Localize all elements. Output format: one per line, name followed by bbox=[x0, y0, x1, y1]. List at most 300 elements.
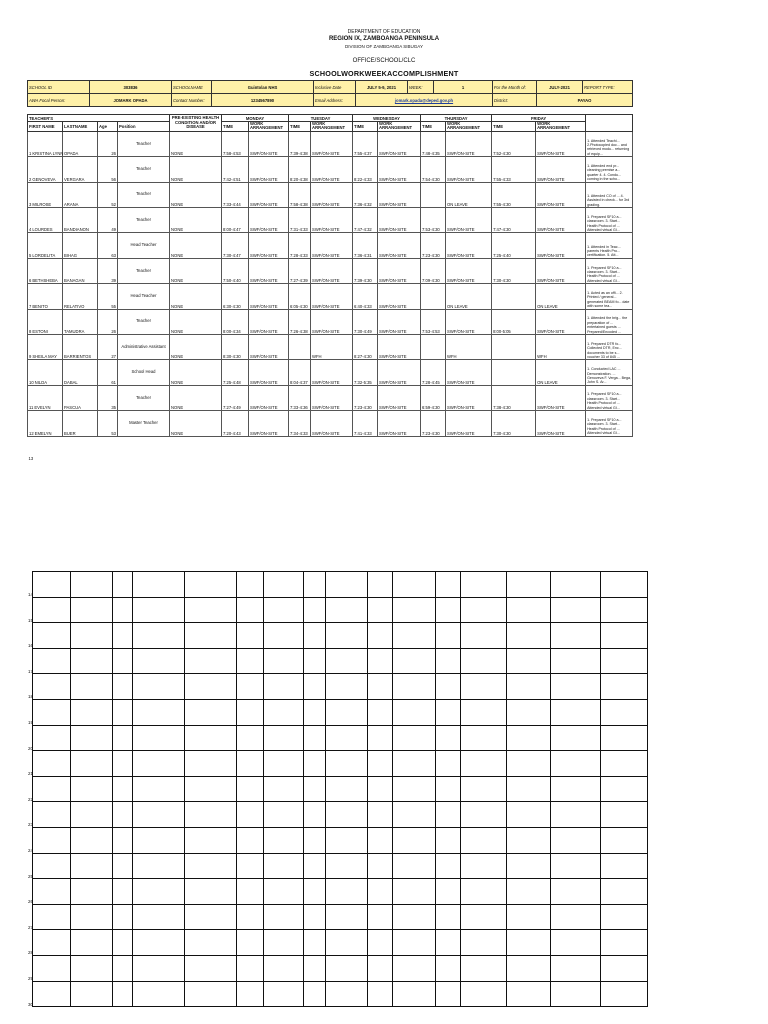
friday-time-cell[interactable]: 7:55-4:33 bbox=[492, 157, 536, 182]
health-cell[interactable]: NONE bbox=[170, 258, 222, 283]
blank-cell[interactable] bbox=[392, 802, 435, 828]
blank-cell[interactable] bbox=[435, 904, 460, 930]
blank-cell[interactable] bbox=[303, 955, 325, 981]
blank-cell[interactable] bbox=[460, 879, 506, 905]
health-cell[interactable]: NONE bbox=[170, 233, 222, 258]
friday-work-cell[interactable]: SWF/ON-SITE bbox=[536, 309, 586, 334]
monday-time-cell[interactable]: 7:25-4:48 bbox=[222, 360, 249, 385]
blank-cell[interactable] bbox=[325, 955, 367, 981]
blank-cell[interactable] bbox=[184, 751, 236, 777]
blank-cell[interactable] bbox=[506, 955, 550, 981]
blank-cell[interactable] bbox=[392, 930, 435, 956]
blank-cell[interactable] bbox=[263, 572, 303, 598]
blank-cell[interactable] bbox=[70, 648, 112, 674]
health-cell[interactable]: NONE bbox=[170, 385, 222, 410]
blank-cell[interactable] bbox=[112, 904, 132, 930]
wednesday-work-cell[interactable]: SWF/ON-SITE bbox=[378, 157, 421, 182]
blank-cell[interactable] bbox=[550, 699, 600, 725]
wednesday-time-cell[interactable]: 7:39-4:30 bbox=[353, 258, 378, 283]
blank-cell[interactable] bbox=[132, 648, 184, 674]
remarks-cell[interactable]: 1. Prepared SF10 a... classroom. 3. Start... Health Protocol of ... Attended virtual GI... bbox=[586, 207, 633, 232]
blank-cell[interactable] bbox=[236, 751, 263, 777]
friday-work-cell[interactable]: ON LEAVE bbox=[536, 360, 586, 385]
blank-cell[interactable] bbox=[184, 623, 236, 649]
blank-cell[interactable] bbox=[132, 751, 184, 777]
blank-cell[interactable] bbox=[435, 699, 460, 725]
blank-cell[interactable] bbox=[263, 597, 303, 623]
position-cell[interactable]: Teacher bbox=[118, 309, 170, 334]
monday-work-cell[interactable]: SWF/ON-SITE bbox=[249, 385, 289, 410]
blank-cell[interactable] bbox=[112, 853, 132, 879]
district-value[interactable]: PAYAO bbox=[537, 94, 633, 107]
first-name-cell[interactable] bbox=[28, 233, 63, 258]
blank-cell[interactable] bbox=[236, 879, 263, 905]
friday-work-cell[interactable]: WFH bbox=[536, 334, 586, 359]
blank-cell[interactable] bbox=[184, 572, 236, 598]
blank-cell[interactable] bbox=[263, 930, 303, 956]
friday-work-cell[interactable]: SWF/ON-SITE bbox=[536, 131, 586, 156]
blank-cell[interactable] bbox=[506, 930, 550, 956]
blank-cell[interactable] bbox=[325, 674, 367, 700]
last-name-cell[interactable]: ARANA bbox=[63, 182, 98, 207]
blank-cell[interactable] bbox=[32, 827, 70, 853]
blank-cell[interactable] bbox=[460, 930, 506, 956]
blank-cell[interactable] bbox=[367, 648, 392, 674]
monday-work-cell[interactable]: SWF/ON-SITE bbox=[249, 233, 289, 258]
position-cell[interactable]: Teacher bbox=[118, 207, 170, 232]
blank-cell[interactable] bbox=[263, 699, 303, 725]
wednesday-time-cell[interactable]: 7:32-5:35 bbox=[353, 360, 378, 385]
blank-cell[interactable] bbox=[236, 648, 263, 674]
tuesday-time-cell[interactable]: 7:34-4:33 bbox=[289, 411, 311, 436]
blank-cell[interactable] bbox=[32, 725, 70, 751]
blank-cell[interactable] bbox=[32, 648, 70, 674]
blank-cell[interactable] bbox=[303, 981, 325, 1007]
blank-cell[interactable] bbox=[32, 930, 70, 956]
remarks-cell[interactable]: 1. Conducted LAC ... Demonstration. ... Genoveva F. Verga... Bega, John S. Ar... bbox=[586, 360, 633, 385]
remarks-cell[interactable]: 1. Prepared SF10 a... classroom. 3. Start... Health Protocol of ... Attended virtual GI... bbox=[586, 258, 633, 283]
blank-cell[interactable] bbox=[600, 674, 647, 700]
health-cell[interactable]: NONE bbox=[170, 334, 222, 359]
friday-time-cell[interactable]: 7:38-4:30 bbox=[492, 385, 536, 410]
tuesday-work-cell[interactable]: SWF/ON-SITE bbox=[311, 360, 353, 385]
blank-cell[interactable] bbox=[70, 981, 112, 1007]
blank-cell[interactable] bbox=[550, 930, 600, 956]
blank-cell[interactable] bbox=[236, 674, 263, 700]
blank-cell[interactable] bbox=[303, 674, 325, 700]
health-cell[interactable]: NONE bbox=[170, 309, 222, 334]
blank-cell[interactable] bbox=[392, 879, 435, 905]
blank-cell[interactable] bbox=[460, 853, 506, 879]
blank-cell[interactable] bbox=[600, 879, 647, 905]
wednesday-work-cell[interactable]: SWF/ON-SITE bbox=[378, 385, 421, 410]
blank-cell[interactable] bbox=[112, 981, 132, 1007]
position-cell[interactable]: Head Teacher bbox=[118, 284, 170, 309]
friday-work-cell[interactable]: SWF/ON-SITE bbox=[536, 411, 586, 436]
last-name-cell[interactable]: RELATIVO bbox=[63, 284, 98, 309]
blank-cell[interactable] bbox=[32, 572, 70, 598]
blank-cell[interactable] bbox=[70, 623, 112, 649]
thursday-time-cell[interactable]: 6:59-4:30 bbox=[421, 385, 446, 410]
blank-cell[interactable] bbox=[263, 879, 303, 905]
last-name-cell[interactable]: OPADA bbox=[63, 131, 98, 156]
blank-cell[interactable] bbox=[236, 802, 263, 828]
blank-cell[interactable] bbox=[392, 725, 435, 751]
blank-cell[interactable] bbox=[263, 725, 303, 751]
thursday-time-cell[interactable]: 7:48-4:35 bbox=[421, 131, 446, 156]
thursday-work-cell[interactable]: ON LEAVE bbox=[446, 182, 492, 207]
blank-cell[interactable] bbox=[184, 827, 236, 853]
blank-cell[interactable] bbox=[325, 981, 367, 1007]
blank-cell[interactable] bbox=[112, 879, 132, 905]
blank-cell[interactable] bbox=[112, 597, 132, 623]
blank-cell[interactable] bbox=[70, 674, 112, 700]
blank-cell[interactable] bbox=[460, 981, 506, 1007]
thursday-work-cell[interactable]: SWF/ON-SITE bbox=[446, 207, 492, 232]
thursday-work-cell[interactable]: SWF/ON-SITE bbox=[446, 411, 492, 436]
blank-cell[interactable] bbox=[132, 725, 184, 751]
blank-cell[interactable] bbox=[392, 572, 435, 598]
blank-cell[interactable] bbox=[367, 572, 392, 598]
wednesday-time-cell[interactable]: 7:41-4:33 bbox=[353, 411, 378, 436]
blank-cell[interactable] bbox=[263, 904, 303, 930]
blank-cell[interactable] bbox=[236, 827, 263, 853]
age-cell[interactable]: 26 bbox=[98, 309, 118, 334]
monday-time-cell[interactable]: 7:58-4:53 bbox=[222, 131, 249, 156]
blank-cell[interactable] bbox=[132, 827, 184, 853]
blank-cell[interactable] bbox=[303, 699, 325, 725]
email-value[interactable]: jomark.opada@deped.gov.ph bbox=[356, 94, 493, 107]
blank-cell[interactable] bbox=[550, 981, 600, 1007]
blank-cell[interactable] bbox=[600, 776, 647, 802]
last-name-cell[interactable]: DABAL bbox=[63, 360, 98, 385]
first-name-cell[interactable] bbox=[28, 360, 63, 385]
blank-cell[interactable] bbox=[325, 648, 367, 674]
remarks-cell[interactable]: 1. Attended CO of ... 4. Assisted in check... for 3rd grading. bbox=[586, 182, 633, 207]
thursday-time-cell[interactable] bbox=[421, 334, 446, 359]
blank-cell[interactable] bbox=[112, 572, 132, 598]
blank-cell[interactable] bbox=[367, 802, 392, 828]
blank-cell[interactable] bbox=[600, 572, 647, 598]
blank-cell[interactable] bbox=[263, 853, 303, 879]
blank-cell[interactable] bbox=[600, 751, 647, 777]
thursday-work-cell[interactable]: SWF/ON-SITE bbox=[446, 385, 492, 410]
blank-cell[interactable] bbox=[112, 776, 132, 802]
month-value[interactable]: JULY-2021 bbox=[537, 81, 583, 94]
blank-cell[interactable] bbox=[70, 725, 112, 751]
blank-cell[interactable] bbox=[435, 853, 460, 879]
blank-cell[interactable] bbox=[303, 930, 325, 956]
wednesday-work-cell[interactable]: SWF/ON-SITE bbox=[378, 258, 421, 283]
blank-cell[interactable] bbox=[303, 776, 325, 802]
blank-cell[interactable] bbox=[303, 572, 325, 598]
blank-cell[interactable] bbox=[600, 725, 647, 751]
blank-cell[interactable] bbox=[184, 802, 236, 828]
age-cell[interactable]: 61 bbox=[98, 360, 118, 385]
last-name-cell[interactable]: BANDIANON bbox=[63, 207, 98, 232]
blank-cell[interactable] bbox=[263, 648, 303, 674]
blank-cell[interactable] bbox=[506, 853, 550, 879]
monday-time-cell[interactable]: 7:50-4:40 bbox=[222, 258, 249, 283]
first-name-cell[interactable] bbox=[28, 258, 63, 283]
blank-cell[interactable] bbox=[112, 699, 132, 725]
blank-cell[interactable] bbox=[435, 623, 460, 649]
tuesday-time-cell[interactable]: 8:04-4:37 bbox=[289, 360, 311, 385]
blank-cell[interactable] bbox=[263, 776, 303, 802]
blank-cell[interactable] bbox=[550, 674, 600, 700]
health-cell[interactable]: NONE bbox=[170, 360, 222, 385]
wednesday-time-cell[interactable]: 8:22-4:33 bbox=[353, 157, 378, 182]
thursday-work-cell[interactable]: SWF/ON-SITE bbox=[446, 157, 492, 182]
blank-cell[interactable] bbox=[367, 725, 392, 751]
thursday-work-cell[interactable]: WFH bbox=[446, 334, 492, 359]
age-cell[interactable]: 56 bbox=[98, 157, 118, 182]
blank-cell[interactable] bbox=[550, 623, 600, 649]
blank-cell[interactable] bbox=[325, 802, 367, 828]
tuesday-work-cell[interactable]: WFH bbox=[311, 334, 353, 359]
wednesday-time-cell[interactable]: 6:40-4:33 bbox=[353, 284, 378, 309]
blank-cell[interactable] bbox=[550, 904, 600, 930]
school-name-value[interactable]: Guintolan NHS bbox=[212, 81, 314, 94]
blank-cell[interactable] bbox=[435, 955, 460, 981]
blank-cell[interactable] bbox=[32, 853, 70, 879]
first-name-cell[interactable] bbox=[28, 411, 63, 436]
blank-cell[interactable] bbox=[367, 623, 392, 649]
wednesday-work-cell[interactable]: SWF/ON-SITE bbox=[378, 360, 421, 385]
blank-cell[interactable] bbox=[132, 955, 184, 981]
tuesday-time-cell[interactable]: 7:28-4:33 bbox=[289, 233, 311, 258]
blank-cell[interactable] bbox=[303, 623, 325, 649]
blank-cell[interactable] bbox=[367, 981, 392, 1007]
blank-cell[interactable] bbox=[435, 751, 460, 777]
wednesday-work-cell[interactable]: SWF/ON-SITE bbox=[378, 182, 421, 207]
blank-cell[interactable] bbox=[32, 879, 70, 905]
blank-cell[interactable] bbox=[184, 648, 236, 674]
blank-cell[interactable] bbox=[32, 776, 70, 802]
health-cell[interactable]: NONE bbox=[170, 411, 222, 436]
blank-cell[interactable] bbox=[70, 699, 112, 725]
thursday-work-cell[interactable]: SWF/ON-SITE bbox=[446, 360, 492, 385]
blank-cell[interactable] bbox=[392, 853, 435, 879]
blank-cell[interactable] bbox=[303, 648, 325, 674]
blank-cell[interactable] bbox=[112, 648, 132, 674]
friday-time-cell[interactable]: 7:47-4:30 bbox=[492, 207, 536, 232]
friday-time-cell[interactable] bbox=[492, 334, 536, 359]
blank-cell[interactable] bbox=[236, 776, 263, 802]
blank-cell[interactable] bbox=[236, 725, 263, 751]
blank-cell[interactable] bbox=[325, 853, 367, 879]
age-cell[interactable]: 53 bbox=[98, 411, 118, 436]
blank-cell[interactable] bbox=[184, 699, 236, 725]
blank-cell[interactable] bbox=[325, 879, 367, 905]
blank-cell[interactable] bbox=[236, 904, 263, 930]
last-name-cell[interactable]: BANAGAN bbox=[63, 258, 98, 283]
position-cell[interactable]: Administrative Assistant bbox=[118, 334, 170, 359]
blank-cell[interactable] bbox=[367, 674, 392, 700]
blank-cell[interactable] bbox=[460, 648, 506, 674]
blank-cell[interactable] bbox=[506, 597, 550, 623]
blank-cell[interactable] bbox=[550, 751, 600, 777]
friday-time-cell[interactable] bbox=[492, 360, 536, 385]
blank-cell[interactable] bbox=[263, 981, 303, 1007]
thursday-time-cell[interactable] bbox=[421, 284, 446, 309]
blank-cell[interactable] bbox=[506, 904, 550, 930]
blank-cell[interactable] bbox=[600, 623, 647, 649]
blank-cell[interactable] bbox=[70, 597, 112, 623]
blank-cell[interactable] bbox=[600, 955, 647, 981]
blank-cell[interactable] bbox=[325, 597, 367, 623]
monday-time-cell[interactable]: 7:20-4:43 bbox=[222, 411, 249, 436]
blank-cell[interactable] bbox=[325, 827, 367, 853]
inclusive-date-value[interactable]: JULY 5-9, 2021 bbox=[356, 81, 408, 94]
blank-cell[interactable] bbox=[550, 827, 600, 853]
position-cell[interactable]: Teacher bbox=[118, 157, 170, 182]
thursday-time-cell[interactable]: 7:23-4:30 bbox=[421, 233, 446, 258]
wednesday-work-cell[interactable]: SWF/ON-SITE bbox=[378, 284, 421, 309]
blank-cell[interactable] bbox=[435, 827, 460, 853]
blank-cell[interactable] bbox=[506, 981, 550, 1007]
blank-cell[interactable] bbox=[132, 981, 184, 1007]
friday-time-cell[interactable]: 7:30-4:30 bbox=[492, 411, 536, 436]
friday-work-cell[interactable]: SWF/ON-SITE bbox=[536, 157, 586, 182]
blank-cell[interactable] bbox=[112, 802, 132, 828]
blank-cell[interactable] bbox=[392, 981, 435, 1007]
blank-cell[interactable] bbox=[325, 904, 367, 930]
monday-work-cell[interactable]: SWF/ON-SITE bbox=[249, 207, 289, 232]
blank-cell[interactable] bbox=[184, 981, 236, 1007]
friday-time-cell[interactable]: 7:55-4:30 bbox=[492, 182, 536, 207]
thursday-work-cell[interactable]: SWF/ON-SITE bbox=[446, 233, 492, 258]
blank-cell[interactable] bbox=[460, 623, 506, 649]
blank-cell[interactable] bbox=[32, 674, 70, 700]
blank-cell[interactable] bbox=[460, 904, 506, 930]
blank-cell[interactable] bbox=[236, 623, 263, 649]
health-cell[interactable]: NONE bbox=[170, 157, 222, 182]
blank-cell[interactable] bbox=[460, 776, 506, 802]
blank-cell[interactable] bbox=[303, 827, 325, 853]
blank-cell[interactable] bbox=[132, 699, 184, 725]
blank-cell[interactable] bbox=[435, 981, 460, 1007]
blank-cell[interactable] bbox=[600, 981, 647, 1007]
blank-cell[interactable] bbox=[506, 776, 550, 802]
blank-cell[interactable] bbox=[325, 572, 367, 598]
blank-cell[interactable] bbox=[325, 930, 367, 956]
blank-cell[interactable] bbox=[435, 674, 460, 700]
blank-cell[interactable] bbox=[32, 751, 70, 777]
tuesday-work-cell[interactable]: SWF/ON-SITE bbox=[311, 207, 353, 232]
blank-cell[interactable] bbox=[325, 623, 367, 649]
friday-time-cell[interactable]: 8:00-5:05 bbox=[492, 309, 536, 334]
wednesday-time-cell[interactable]: 7:30-4:49 bbox=[353, 309, 378, 334]
blank-cell[interactable] bbox=[506, 623, 550, 649]
blank-cell[interactable] bbox=[506, 674, 550, 700]
blank-cell[interactable] bbox=[132, 930, 184, 956]
monday-work-cell[interactable]: SWF/ON-SITE bbox=[249, 360, 289, 385]
blank-cell[interactable] bbox=[32, 955, 70, 981]
blank-cell[interactable] bbox=[70, 904, 112, 930]
blank-cell[interactable] bbox=[112, 751, 132, 777]
blank-cell[interactable] bbox=[263, 802, 303, 828]
first-name-cell[interactable] bbox=[28, 157, 63, 182]
blank-cell[interactable] bbox=[184, 597, 236, 623]
blank-cell[interactable] bbox=[236, 572, 263, 598]
monday-time-cell[interactable]: 8:00-4:47 bbox=[222, 207, 249, 232]
first-name-cell[interactable] bbox=[28, 284, 63, 309]
remarks-cell[interactable]: 1. Attended Teachi... 2.Photocopied doc... and retrieved modu... returning of equip... bbox=[586, 131, 633, 156]
thursday-work-cell[interactable]: SWF/ON-SITE bbox=[446, 309, 492, 334]
blank-cell[interactable] bbox=[460, 751, 506, 777]
blank-cell[interactable] bbox=[263, 623, 303, 649]
blank-cell[interactable] bbox=[112, 674, 132, 700]
blank-cell[interactable] bbox=[112, 955, 132, 981]
wednesday-time-cell[interactable]: 7:47-4:32 bbox=[353, 207, 378, 232]
friday-work-cell[interactable]: SWF/ON-SITE bbox=[536, 233, 586, 258]
blank-cell[interactable] bbox=[600, 648, 647, 674]
blank-cell[interactable] bbox=[367, 699, 392, 725]
thursday-time-cell[interactable]: 7:28-4:45 bbox=[421, 360, 446, 385]
tuesday-time-cell[interactable]: 8:20-4:38 bbox=[289, 157, 311, 182]
position-cell[interactable]: Teacher bbox=[118, 182, 170, 207]
blank-cell[interactable] bbox=[112, 930, 132, 956]
thursday-time-cell[interactable]: 7:53-4:53 bbox=[421, 309, 446, 334]
blank-cell[interactable] bbox=[184, 879, 236, 905]
thursday-time-cell[interactable] bbox=[421, 182, 446, 207]
tuesday-work-cell[interactable]: SWF/ON-SITE bbox=[311, 233, 353, 258]
blank-cell[interactable] bbox=[367, 853, 392, 879]
tuesday-work-cell[interactable]: SWF/ON-SITE bbox=[311, 309, 353, 334]
friday-work-cell[interactable]: ON LEAVE bbox=[536, 284, 586, 309]
monday-work-cell[interactable]: SWF/ON-SITE bbox=[249, 157, 289, 182]
blank-cell[interactable] bbox=[435, 802, 460, 828]
blank-cell[interactable] bbox=[392, 776, 435, 802]
monday-work-cell[interactable]: SWF/ON-SITE bbox=[249, 411, 289, 436]
blank-cell[interactable] bbox=[32, 802, 70, 828]
last-name-cell[interactable]: TAMUDRA bbox=[63, 309, 98, 334]
blank-cell[interactable] bbox=[392, 597, 435, 623]
blank-cell[interactable] bbox=[132, 776, 184, 802]
position-cell[interactable]: School Head bbox=[118, 360, 170, 385]
blank-cell[interactable] bbox=[303, 725, 325, 751]
blank-cell[interactable] bbox=[184, 955, 236, 981]
tuesday-time-cell[interactable]: 7:33-4:36 bbox=[289, 385, 311, 410]
blank-cell[interactable] bbox=[367, 751, 392, 777]
blank-cell[interactable] bbox=[435, 776, 460, 802]
monday-work-cell[interactable]: SWF/ON-SITE bbox=[249, 182, 289, 207]
blank-cell[interactable] bbox=[303, 751, 325, 777]
blank-cell[interactable] bbox=[132, 904, 184, 930]
blank-cell[interactable] bbox=[70, 776, 112, 802]
blank-cell[interactable] bbox=[392, 955, 435, 981]
blank-cell[interactable] bbox=[184, 674, 236, 700]
blank-cell[interactable] bbox=[112, 725, 132, 751]
blank-cell[interactable] bbox=[303, 904, 325, 930]
monday-work-cell[interactable]: SWF/ON-SITE bbox=[249, 258, 289, 283]
blank-cell[interactable] bbox=[392, 699, 435, 725]
tuesday-time-cell[interactable] bbox=[289, 334, 311, 359]
friday-work-cell[interactable]: SWF/ON-SITE bbox=[536, 207, 586, 232]
blank-cell[interactable] bbox=[460, 802, 506, 828]
blank-cell[interactable] bbox=[506, 751, 550, 777]
blank-cell[interactable] bbox=[460, 674, 506, 700]
wednesday-work-cell[interactable]: SWF/ON-SITE bbox=[378, 233, 421, 258]
blank-cell[interactable] bbox=[435, 572, 460, 598]
blank-cell[interactable] bbox=[325, 699, 367, 725]
blank-cell[interactable] bbox=[32, 904, 70, 930]
blank-cell[interactable] bbox=[435, 930, 460, 956]
blank-cell[interactable] bbox=[303, 879, 325, 905]
age-cell[interactable]: 39 bbox=[98, 258, 118, 283]
age-cell[interactable]: 55 bbox=[98, 284, 118, 309]
